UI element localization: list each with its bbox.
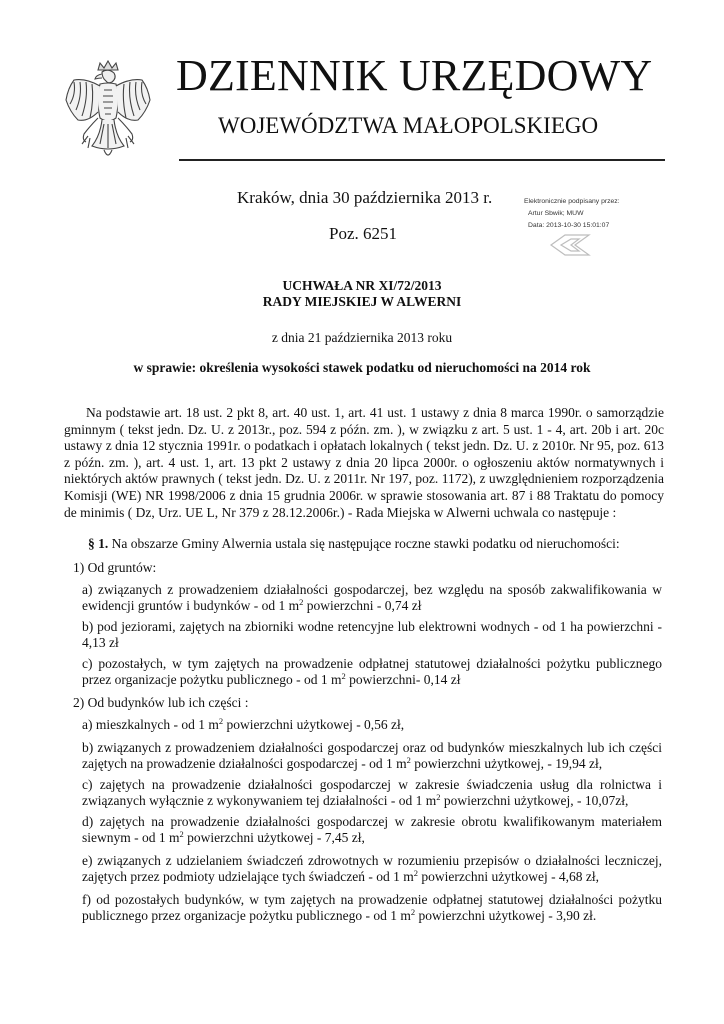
list-item bbox=[82, 892, 662, 924]
item-text: mieszkalnych - od 1 m bbox=[95, 717, 219, 732]
list-item bbox=[82, 582, 662, 614]
list-item bbox=[82, 814, 662, 846]
paragraph-1 bbox=[88, 536, 668, 552]
item-superscript: 2 bbox=[410, 907, 416, 917]
list-item bbox=[82, 853, 662, 885]
list-item bbox=[82, 777, 662, 809]
item-letter: b) bbox=[82, 740, 94, 755]
item-text: zajętych na prowadzenie działalności gospodarczej w zakresie świadczenia usług dla rolnictwa i związanych wyłącznie z wykonywaniem tej działalności - od 1 m bbox=[82, 777, 663, 808]
item-letter: d) bbox=[82, 814, 94, 829]
issue-date: Kraków, dnia 30 października 2013 r. bbox=[237, 188, 493, 207]
item-text-tail: powierzchni użytkowej - 3,90 zł. bbox=[415, 908, 597, 923]
item-letter: f) bbox=[82, 892, 91, 907]
list-item bbox=[82, 717, 662, 733]
signature-line-3: Data: 2013-10-30 15:01:07 bbox=[528, 222, 610, 229]
signature-verified-icon bbox=[547, 233, 593, 257]
item-letter: c) bbox=[82, 656, 93, 671]
electronic-signature-block bbox=[524, 196, 620, 232]
item-text: pozostałych, w tym zajętych na prowadzenie odpłatnej statutowej działalności pożytku publicznego przez organizacje pożytku publicznego - od 1 m bbox=[82, 656, 663, 687]
journal-title: DZIENNIK URZĘDOWY bbox=[176, 51, 653, 100]
item-text-tail: powierzchni użytkowej, - 10,07zł, bbox=[440, 793, 629, 808]
paragraph-1-label: § 1. bbox=[88, 536, 109, 551]
item-text-tail: powierzchni użytkowej - 0,56 zł, bbox=[223, 717, 405, 732]
item-text: związanych z prowadzeniem działalności gospodarczej, bez względu na sposób zakwalifikowania w ewidencji gruntów i budynków - od 1 m bbox=[82, 582, 662, 613]
item-superscript: 2 bbox=[413, 868, 418, 878]
item-superscript: 2 bbox=[406, 755, 411, 765]
item-letter: e) bbox=[82, 853, 93, 868]
eagle-emblem-icon bbox=[62, 60, 154, 166]
item-text: od pozostałych budynków, w tym zajętych na prowadzenie odpłatnej statutowej działalności pożytku publicznego przez organizacje pożytku publicznego - od 1 m bbox=[82, 892, 662, 923]
item-text: pod jeziorami, zajętych na zbiorniki wodne retencyjne lub elektrowni wodnych - od 1 ha powierzchni - 4,13 zł bbox=[82, 619, 663, 650]
list-item bbox=[82, 619, 662, 651]
resolution-title bbox=[60, 278, 664, 310]
item-superscript: 2 bbox=[299, 597, 304, 607]
resolution-date: z dnia 21 października 2013 roku bbox=[271, 330, 453, 345]
item-text: związanych z prowadzeniem działalności gospodarczej oraz od budynków mieszkalnych lub ich części zajętych na prowadzenie działalności gospodarczej - od 1 m bbox=[82, 740, 663, 771]
preamble-paragraph: Na podstawie art. 18 ust. 2 pkt 8, art. 40 ust. 1, art. 41 ust. 1 ustawy z dnia 8 marca 1990r. o samorządzie gminnym ( tekst jedn. Dz. U. z 2013r., poz. 594 z późn. zm. ), w związku z art. 5 ust. 1 - 4, art. 20b i art. 20c ustawy z dnia 12 stycznia 1991r. o podatkach i opłatach lokalnych ( tekst jedn. Dz. U. z 2010r. Nr 95, poz. 613 z późn. zm. ), art. 4 ust. 1, art. 13 pkt 2 ustawy z dnia 20 lipca 2000r. o ogłoszeniu aktów normatywnych i niektórych aktów prawnych ( tekst jedn. Dz. U. z 2011r. Nr 197, poz. 1172), z uwzględnieniem rozporządzenia Komisji (WE) NR 1998/2006 z dnia 15 grudnia 2006r. w sprawie stosowania art. 87 i 88 Traktatu do pomocy de minimis ( Dz, Urz. UE L, Nr 379 z 28.12.2006r.) - Rada Miejska w Alwerni uchwala co następuje : bbox=[64, 405, 664, 520]
list-item bbox=[82, 656, 662, 688]
item-text-tail: powierzchni użytkowej - 4,68 zł, bbox=[417, 869, 600, 884]
item-text-tail: powierzchni - 0,74 zł bbox=[303, 598, 422, 613]
item-superscript: 2 bbox=[436, 792, 441, 802]
section-1-heading: 1) Od gruntów: bbox=[73, 560, 157, 575]
item-text-tail: powierzchni- 0,14 zł bbox=[345, 672, 461, 687]
resolution-council: RADY MIEJSKIEJ W ALWERNI bbox=[262, 294, 462, 309]
item-text-tail: powierzchni użytkowej - 7,45 zł, bbox=[183, 830, 365, 845]
resolution-subject: w sprawie: określenia wysokości stawek podatku od nieruchomości na 2014 rok bbox=[133, 360, 591, 375]
resolution-number: UCHWAŁA NR XI/72/2013 bbox=[282, 278, 442, 293]
item-letter: b) bbox=[82, 619, 94, 634]
item-letter: c) bbox=[82, 777, 93, 792]
position-number: Poz. 6251 bbox=[329, 224, 397, 243]
item-text: związanych z udzielaniem świadczeń zdrowotnych w rozumieniu przepisów o działalności leczniczej, zajętych przez podmioty udzielające tych świadczeń - od 1 m bbox=[82, 853, 663, 884]
item-letter: a) bbox=[82, 717, 93, 732]
item-superscript: 2 bbox=[179, 829, 184, 839]
signature-line-2: Artur Sbwik; MUW bbox=[528, 210, 584, 217]
journal-subtitle: WOJEWÓDZTWA MAŁOPOLSKIEGO bbox=[218, 113, 599, 138]
item-letter: a) bbox=[82, 582, 93, 597]
paragraph-1-text: Na obszarze Gminy Alwernia ustala się następujące roczne stawki podatku od nieruchomości: bbox=[111, 536, 620, 551]
signature-line-1: Elektronicznie podpisany przez: bbox=[524, 198, 620, 205]
section-2-heading: 2) Od budynków lub ich części : bbox=[73, 695, 249, 710]
item-superscript: 2 bbox=[218, 716, 224, 726]
item-text: zajętych na prowadzenie działalności gospodarczej w zakresie obrotu kwalifikowanym materiałem siewnym - od 1 m bbox=[82, 814, 662, 845]
item-superscript: 2 bbox=[341, 671, 346, 681]
item-text-tail: powierzchni użytkowej, - 19,94 zł, bbox=[410, 756, 603, 771]
header-divider bbox=[179, 159, 665, 161]
list-item bbox=[82, 740, 662, 772]
